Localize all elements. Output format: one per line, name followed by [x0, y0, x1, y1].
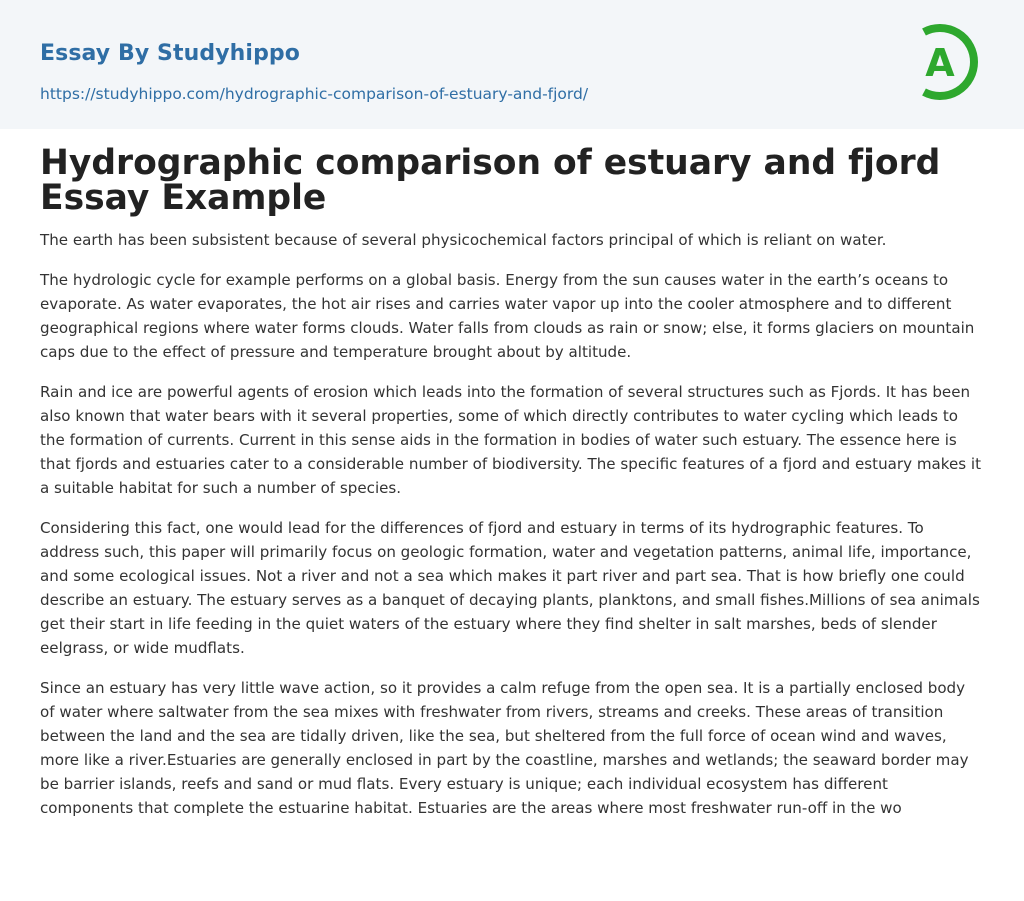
- article-paragraph-5: Since an estuary has very little wave action, so it provides a calm refuge from the open sea. It is a partially enclosed body of water where saltwater from the sea mixes with freshwater from rivers, streams and creeks. These areas of transition between the land and the sea are tidally driven, like the sea, but sheltered from the full force of ocean wind and waves, more like a river.Estuaries are generally enclosed in part by the coastline, marshes and wetlands; the seaward border may be barrier islands, reefs and sand or mud flats. Every estuary is unique; each individual ecosystem has different components that complete the estuarine habitat. Estuaries are the areas where most freshwater run-off in the wo: [40, 679, 969, 817]
- brand-title[interactable]: Essay By Studyhippo: [40, 41, 300, 66]
- page-header: [0, 0, 1024, 129]
- studyhippo-a-logo-icon[interactable]: [912, 18, 986, 106]
- source-url-link[interactable]: https://studyhippo.com/hydrographic-comparison-of-estuary-and-fjord/: [40, 85, 589, 103]
- article-title: Hydrographic comparison of estuary and fjord Essay Example: [40, 143, 941, 218]
- article-paragraph-4: Considering this fact, one would lead for the differences of fjord and estuary in terms of its hydrographic features. To address such, this paper will primarily focus on geologic formation, water and vegetation patterns, animal life, importance, and some ecological issues. Not a river and not a sea which makes it part river and part sea. That is how briefly one could describe an estuary. The estuary serves as a banquet of decaying plants, planktons, and small fishes.Millions of sea animals get their start in life feeding in the quiet waters of the estuary where they find shelter in salt marshes, beds of slender eelgrass, or wide mudflats.: [40, 519, 980, 657]
- article-paragraph-3: Rain and ice are powerful agents of erosion which leads into the formation of several structures such as Fjords. It has been also known that water bears with it several properties, some of which directly contributes to water cycling which leads to the formation of currents. Current in this sense aids in the formation in bodies of water such estuary. The essence here is that fjords and estuaries cater to a considerable number of biodiversity. The specific features of a fjord and estuary makes it a suitable habitat for such a number of species.: [40, 383, 982, 497]
- logo-letter: A: [925, 41, 955, 85]
- article-paragraph-1: The earth has been subsistent because of several physicochemical factors principal of which is reliant on water.: [40, 231, 887, 249]
- article-paragraph-2: The hydrologic cycle for example performs on a global basis. Energy from the sun causes water in the earth’s oceans to evaporate. As water evaporates, the hot air rises and carries water vapor up into the cooler atmosphere and to different geographical regions where water forms clouds. Water falls from clouds as rain or snow; else, it forms glaciers on mountain caps due to the effect of pressure and temperature brought about by altitude.: [40, 271, 975, 361]
- article: [40, 143, 984, 836]
